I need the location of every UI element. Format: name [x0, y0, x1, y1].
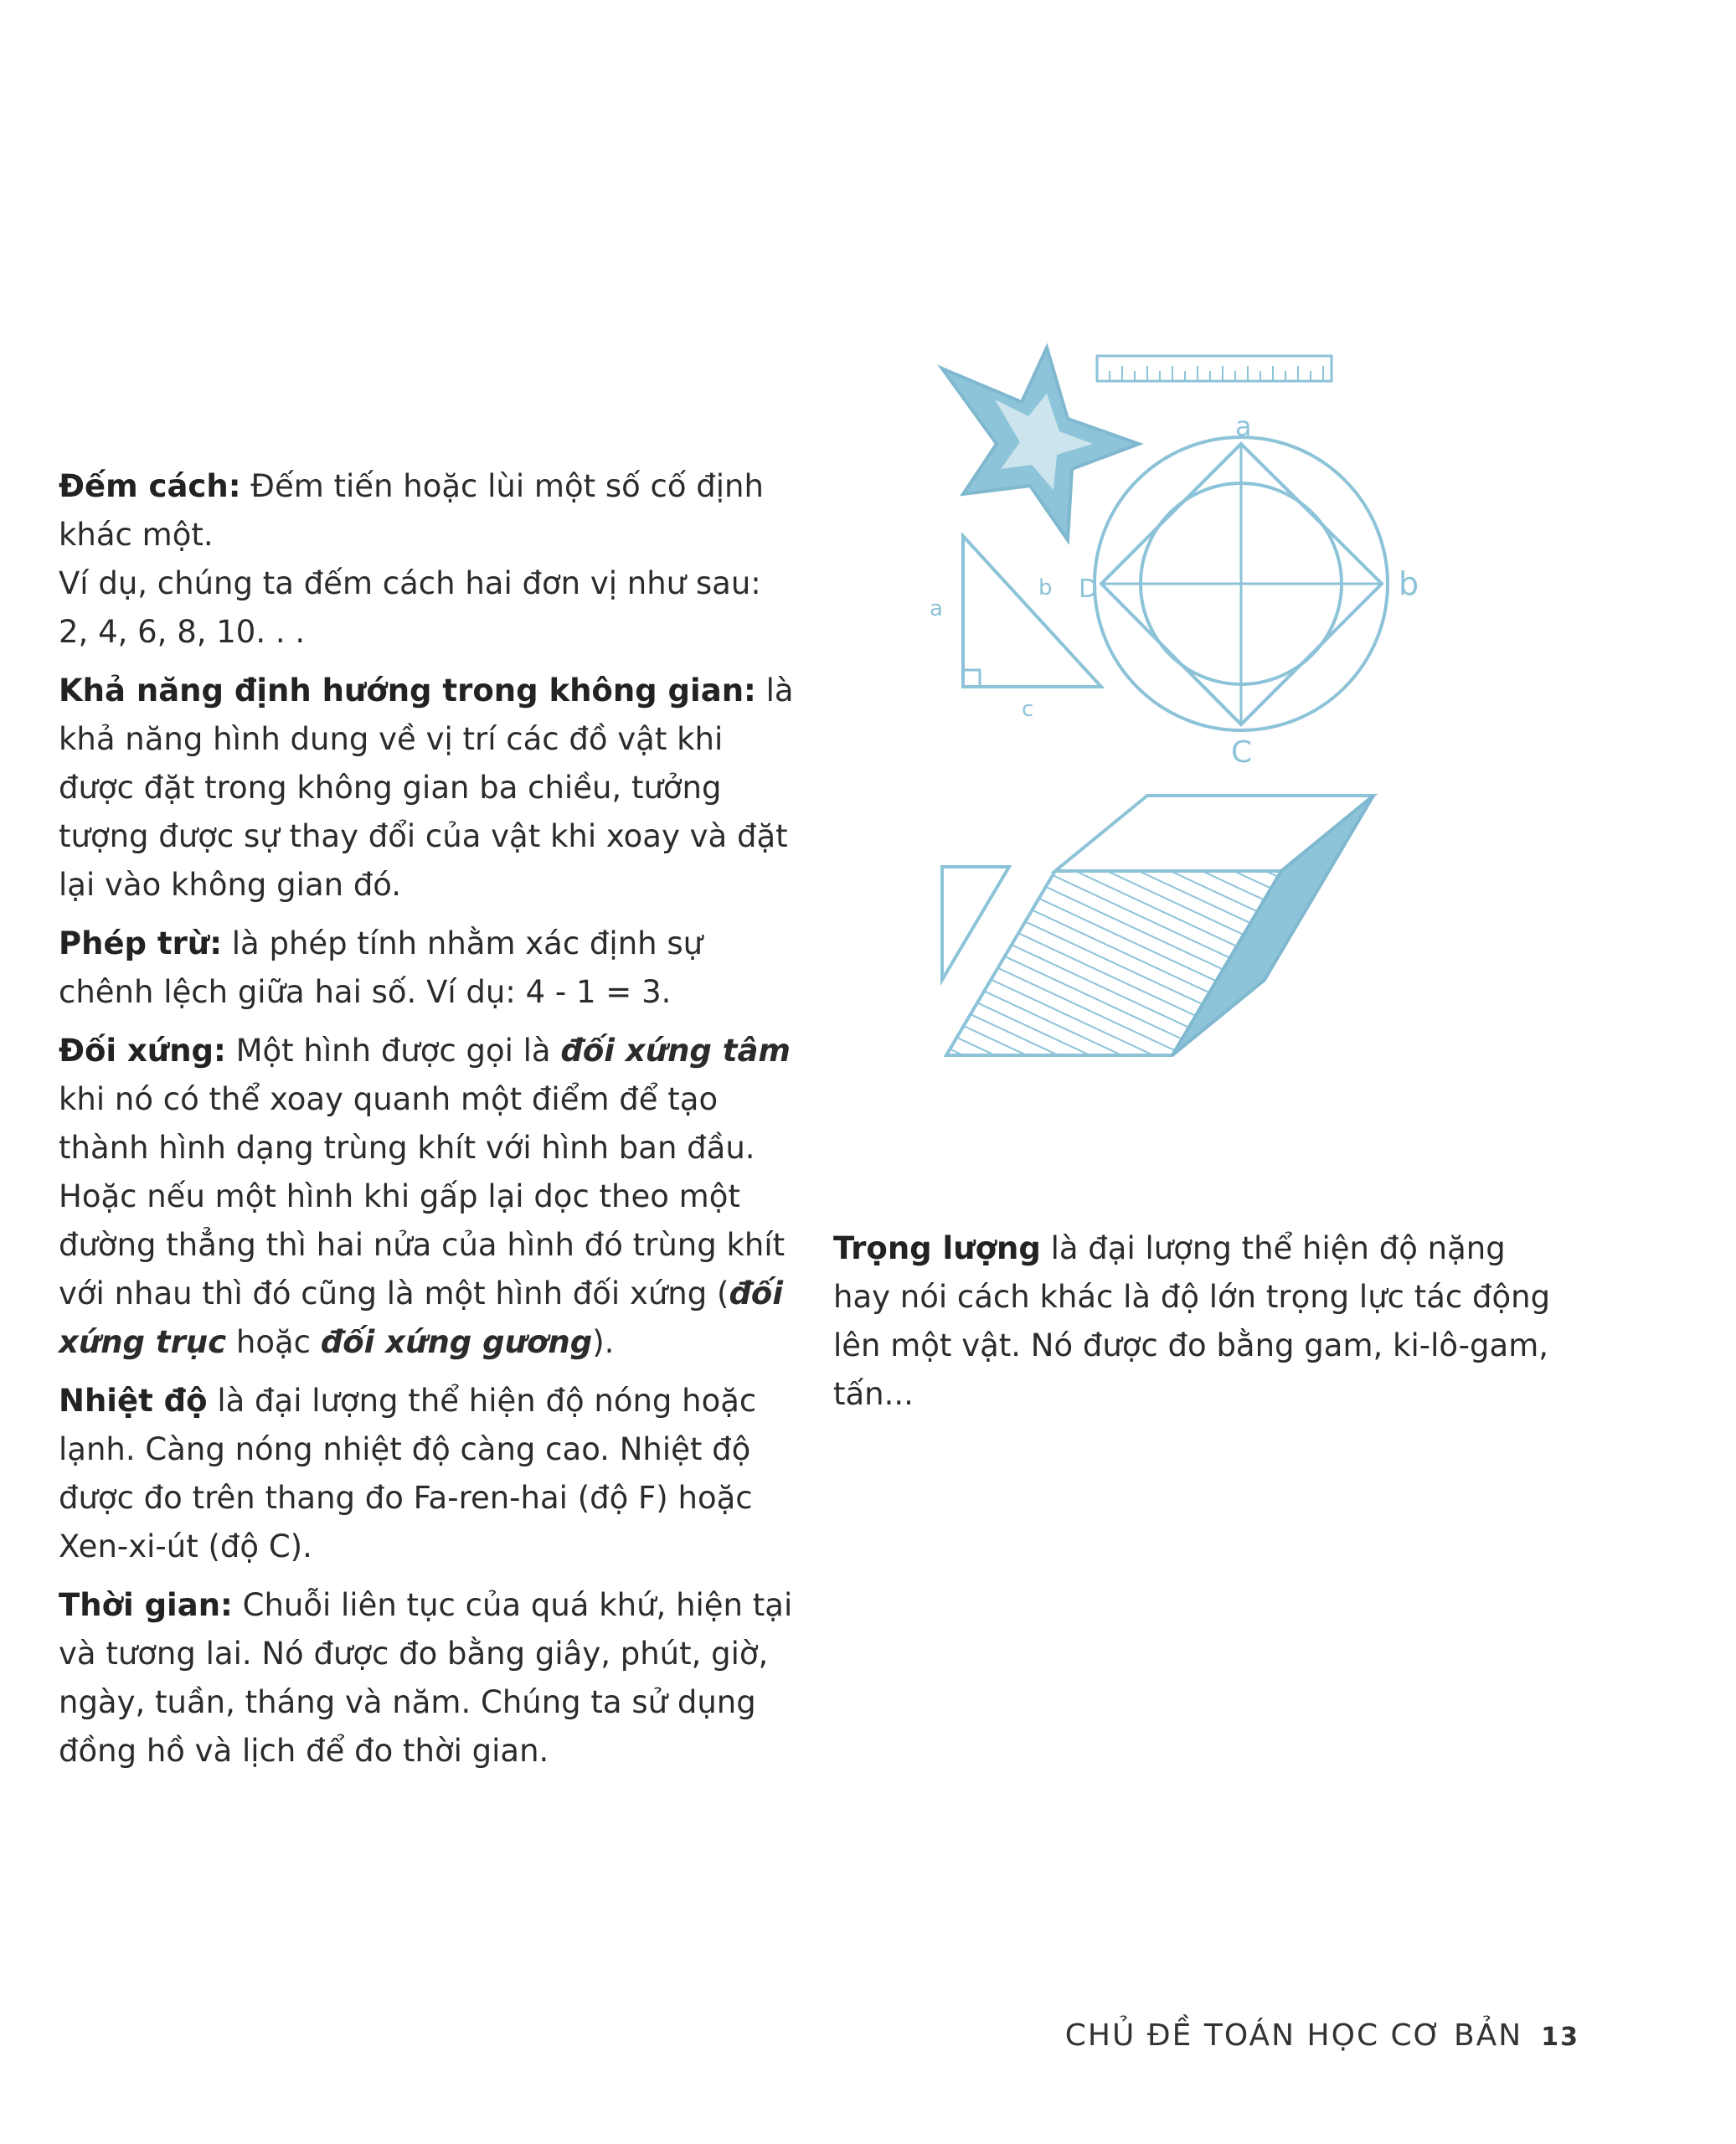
- glossary-right-column: [833, 1224, 1570, 1429]
- def-doi-xung-1: Một hình được gọi là: [235, 1033, 551, 1069]
- label-a-top: a: [1235, 410, 1252, 442]
- chapter-title: CHỦ ĐỀ TOÁN HỌC CƠ BẢN: [1064, 2018, 1523, 2053]
- page-footer: [1065, 2018, 1579, 2053]
- term-dinh-huong: Khả năng định hướng trong không gian:: [59, 673, 756, 709]
- entry-dem-cach: [59, 462, 796, 657]
- def-phep-tru: là phép tính nhằm xác định sự chênh lệch giữa hai số. Ví dụ: 4 - 1 = 3.: [59, 925, 703, 1010]
- def-dinh-huong: là khả năng hình dung về vị trí các đồ vật khi được đặt trong không gian ba chiều, tưởng tượng được sự thay đổi của vật khi xoay và đặt lại vào không gian đó.: [59, 673, 794, 903]
- def-dem-cach-1: Đếm tiến hoặc lùi một số cố định khác một.: [59, 468, 764, 553]
- entry-phep-tru: [59, 920, 796, 1017]
- right-angle-mark: [963, 670, 980, 687]
- def-doi-xung-3: hoặc: [235, 1324, 311, 1360]
- emphasis-doi-xung-guong: đối xứng gương: [320, 1324, 593, 1360]
- term-trong-luong: Trọng lượng: [833, 1230, 1041, 1266]
- right-triangle: [963, 536, 1101, 687]
- def-doi-xung-2: khi nó có thể xoay quanh một điểm để tạo thành hình dạng trùng khít với hình ban đầu. Hoặc nếu một hình khi gấp lại dọc theo một đường thẳng thì hai nửa của hình đó trùng khít với nhau thì đó cũng là một hình đối xứng (: [59, 1081, 786, 1312]
- entry-trong-luong: [833, 1224, 1570, 1419]
- entry-doi-xung: [59, 1027, 796, 1367]
- label-d-left: D: [1079, 575, 1099, 604]
- def-dem-cach-2: Ví dụ, chúng ta đếm cách hai đơn vị như sau: 2, 4, 6, 8, 10. . .: [59, 565, 761, 650]
- term-dem-cach: Đếm cách:: [59, 468, 241, 504]
- term-phep-tru: Phép trừ:: [59, 925, 222, 961]
- label-c-bottom: C: [1231, 735, 1253, 770]
- def-nhiet-do: là đại lượng thể hiện độ nóng hoặc lạnh. Càng nóng nhiệt độ càng cao. Nhiệt độ được đo trên thang đo Fa-ren-hai (độ F) hoặc Xen-xi-út (độ C).: [59, 1383, 757, 1564]
- term-thoi-gian: Thời gian:: [59, 1587, 233, 1623]
- entry-thoi-gian: [59, 1581, 796, 1776]
- label-triangle-c: c: [1022, 697, 1034, 722]
- geometry-illustration: [930, 331, 1440, 1059]
- def-trong-luong: là đại lượng thể hiện độ nặng hay nói cách khác là độ lớn trọng lực tác động lên một vật. Nó được đo bằng gam, ki-lô-gam, tấn...: [833, 1230, 1551, 1412]
- label-triangle-b: b: [1038, 575, 1053, 600]
- page-number: 13: [1541, 2023, 1579, 2052]
- label-b-right: b: [1399, 565, 1419, 602]
- def-doi-xung-4: ).: [592, 1324, 615, 1360]
- label-triangle-a: a: [930, 596, 943, 621]
- term-doi-xung: Đối xứng:: [59, 1033, 226, 1069]
- emphasis-doi-xung-truc: đối xứng trục: [59, 1276, 784, 1360]
- glossary-left-column: [59, 462, 796, 1786]
- geometry-sketch-svg: [930, 331, 1440, 1059]
- ruler-ticks: [1110, 366, 1323, 381]
- emphasis-doi-xung-tam: đối xứng tâm: [560, 1033, 791, 1069]
- ruler-shape: [1097, 356, 1332, 381]
- entry-dinh-huong: [59, 667, 796, 910]
- def-thoi-gian: Chuỗi liên tục của quá khứ, hiện tại và tương lai. Nó được đo bằng giây, phút, giờ, ngày, tuần, tháng và năm. Chúng ta sử dụng đồng hồ và lịch để đo thời gian.: [59, 1587, 793, 1769]
- entry-nhiet-do: [59, 1377, 796, 1571]
- term-nhiet-do: Nhiệt độ: [59, 1383, 208, 1419]
